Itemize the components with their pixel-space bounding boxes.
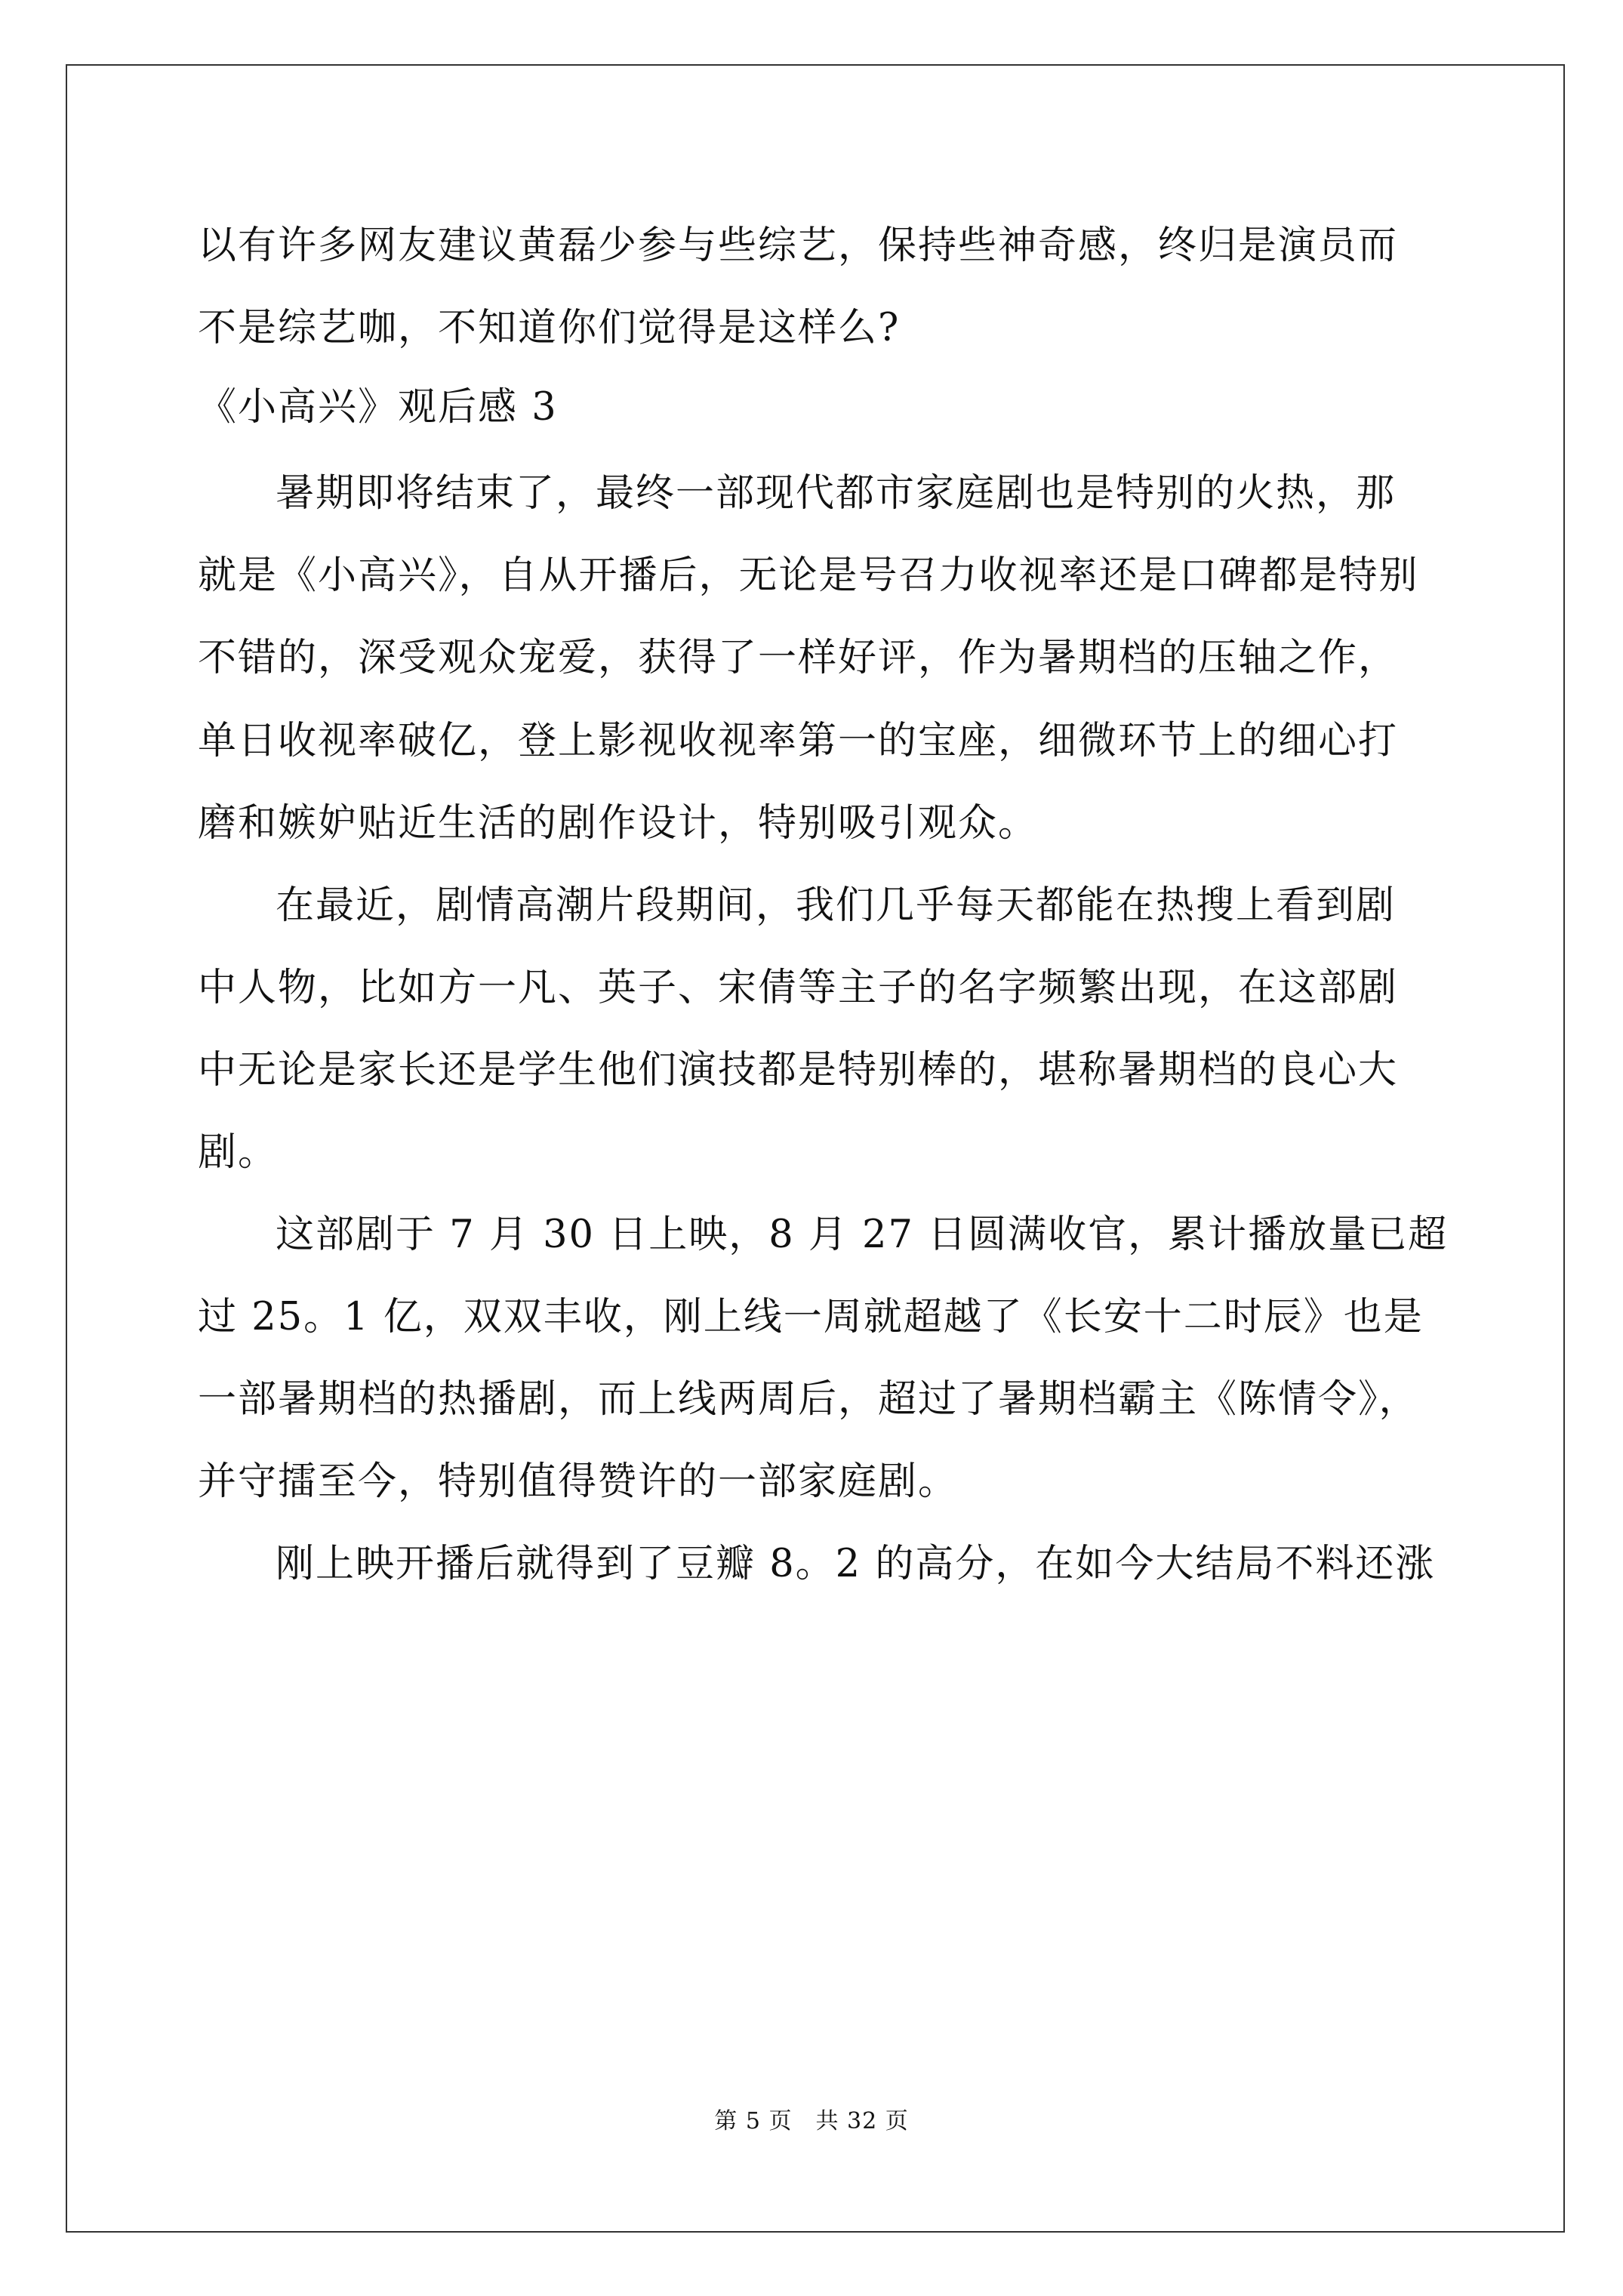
text-line: 磨和嫉妒贴近生活的剧作设计，特别吸引观众。 xyxy=(198,801,1039,846)
text-line: 一部暑期档的热播剧，而上线两周后，超过了暑期档霸主《陈情令》， xyxy=(198,1377,1419,1422)
text-line: 剧。 xyxy=(198,1130,279,1175)
text-line: 不是综艺咖，不知道你们觉得是这样么? xyxy=(198,306,901,350)
text-line: 以有许多网友建议黄磊少参与些综艺，保持些神奇感，终归是演员而 xyxy=(198,223,1399,268)
section-heading: 《小高兴》观后感 3 xyxy=(198,385,558,430)
text-line: 并守擂至今，特别值得赞许的一部家庭剧。 xyxy=(198,1459,959,1504)
text-line: 单日收视率破亿，登上影视收视率第一的宝座，细微环节上的细心打 xyxy=(198,719,1399,763)
page-number: 第 5 页 共 32 页 xyxy=(714,2108,909,2134)
text-line: 刚上映开播后就得到了豆瓣 8。2 的高分，在如今大结局不料还涨 xyxy=(276,1542,1436,1586)
text-line: 这部剧于 7 月 30 日上映，8 月 27 日圆满收官，累计播放量已超 xyxy=(276,1213,1449,1257)
text-line: 在最近，剧情高潮片段期间，我们几乎每天都能在热搜上看到剧 xyxy=(276,883,1397,928)
text-line: 暑期即将结束了，最终一部现代都市家庭剧也是特别的火热，那 xyxy=(276,471,1397,516)
text-line: 就是《小高兴》，自从开播后，无论是号召力收视率还是口碑都是特别 xyxy=(198,553,1419,598)
text-line: 不错的，深受观众宠爱，获得了一样好评，作为暑期档的压轴之作， xyxy=(198,636,1399,680)
text-line: 中无论是家长还是学生他们演技都是特别棒的，堪称暑期档的良心大 xyxy=(198,1048,1399,1093)
text-line: 过 25。1 亿，双双丰收，刚上线一周就超越了《长安十二时辰》也是 xyxy=(198,1295,1424,1339)
text-line: 中人物，比如方一凡、英子、宋倩等主子的名字频繁出现，在这部剧 xyxy=(198,966,1399,1010)
